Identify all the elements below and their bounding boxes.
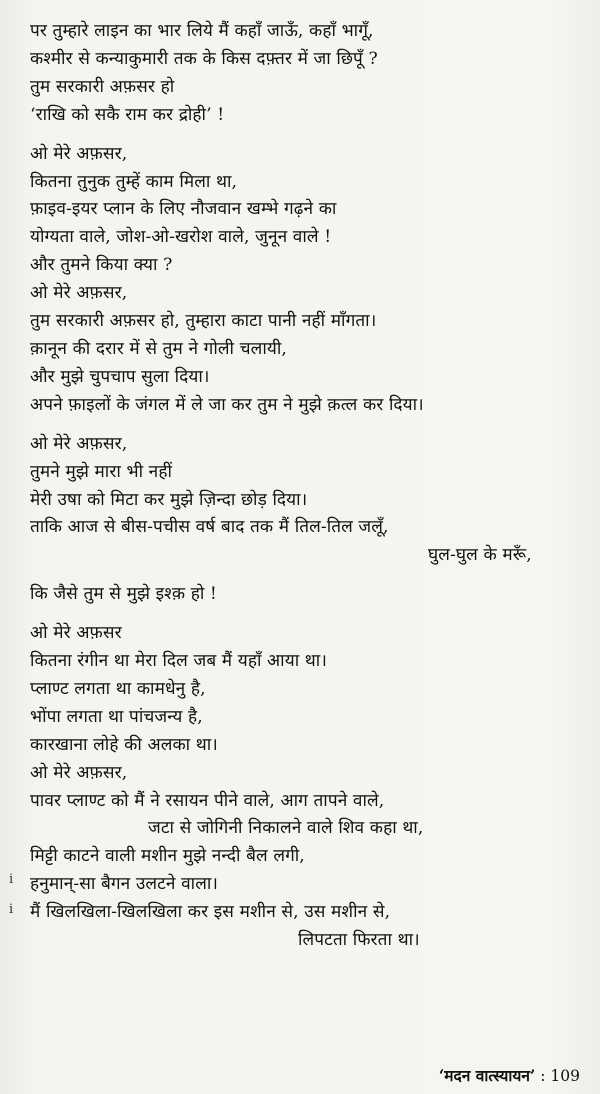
poem-line: ओ मेरे अफ़सर, — [30, 143, 128, 164]
poem-line: कितना रंगीन था मेरा दिल जब मैं यहाँ आया था। — [30, 651, 327, 672]
poem-line: हनुमान्-सा बैगन उलटने वाला। — [30, 874, 219, 895]
poem-line: मिट्टी काटने वाली मशीन मुझे नन्दी बैल लगी, — [30, 846, 305, 867]
poem-line: कश्मीर से कन्याकुमारी तक के किस दफ़्तर में जा छिपूँ ? — [30, 48, 378, 69]
poem-line: मैं खिलखिला-खिलखिला कर इस मशीन से, उस मशीन से, — [30, 902, 391, 923]
poem-line: घुल-घुल के मरूँ, — [428, 545, 532, 566]
running-title: ‘मदन वात्स्यायन’ — [438, 1066, 536, 1085]
poem-line: कारखाना लोहे की अलका था। — [30, 734, 218, 755]
poem-line: ओ मेरे अफ़सर, — [30, 762, 128, 783]
poem-line: पावर प्लाण्ट को मैं ने रसायन पीने वाले, आग तापने वाले, — [30, 790, 385, 811]
poem-line: भोंपा लगता था पांचजन्य है, — [30, 706, 203, 727]
poem-line: अपने फ़ाइलों के जंगल में ले जा कर तुम ने मुझे क़त्ल कर दिया। — [30, 394, 424, 415]
poem-line: ‘राखि को सकै राम कर द्रोही’ ! — [30, 104, 225, 125]
poem-line: क़ानून की दरार में से तुम ने गोली चलायी, — [30, 338, 287, 359]
poem-line: कि जैसे तुम से मुझे इश्क़ हो ! — [30, 584, 217, 605]
poem-line: ताकि आज से बीस-पचीस वर्ष बाद तक मैं तिल-तिल जलूँ, — [30, 517, 389, 538]
margin-mark: i — [9, 872, 14, 887]
page-number: 109 — [550, 1067, 580, 1085]
poem-line: ओ मेरे अफ़सर, — [30, 433, 128, 454]
poem-line: तुमने मुझे मारा भी नहीं — [30, 461, 173, 482]
poem-text — [30, 18, 590, 955]
poem-line: कितना तुनुक तुम्हें काम मिला था, — [30, 171, 238, 192]
poem-line: प्लाण्ट लगता था कामधेनु है, — [30, 678, 206, 699]
poem-line: और मुझे चुपचाप सुला दिया। — [30, 366, 210, 387]
poem-line: तुम सरकारी अफ़सर हो — [30, 76, 175, 97]
stanza-gap — [30, 570, 590, 581]
poem-line: योग्यता वाले, जोश-ओ-खरोश वाले, जुनून वाले ! — [30, 227, 332, 248]
stanza-gap — [30, 130, 590, 141]
poem-line: मेरी उषा को मिटा कर मुझे ज़िन्दा छोड़ दिया। — [30, 489, 308, 510]
page-footer — [439, 1064, 580, 1086]
poem-line: पर तुम्हारे लाइन का भार लिये मैं कहाँ जाऊँ, कहाँ भागूँ, — [30, 21, 374, 41]
stanza-gap — [30, 420, 590, 431]
poem-line: फ़ाइव-इयर प्लान के लिए नौजवान खम्भे गढ़ने का — [30, 199, 337, 220]
footer-separator: : — [535, 1067, 551, 1085]
stanza-gap — [30, 609, 590, 620]
margin-mark: i — [9, 902, 14, 917]
poem-line: तुम सरकारी अफ़सर हो, तुम्हारा काटा पानी नहीं माँगता। — [30, 311, 377, 332]
poem-line: और तुमने किया क्या ? — [30, 255, 173, 276]
poem-line: लिपटता फिरता था। — [298, 930, 420, 951]
poem-line: जटा से जोगिनी निकालने वाले शिव कहा था, — [148, 818, 424, 839]
poem-line: ओ मेरे अफ़सर, — [30, 283, 128, 304]
poem-line: ओ मेरे अफ़सर — [30, 623, 122, 644]
